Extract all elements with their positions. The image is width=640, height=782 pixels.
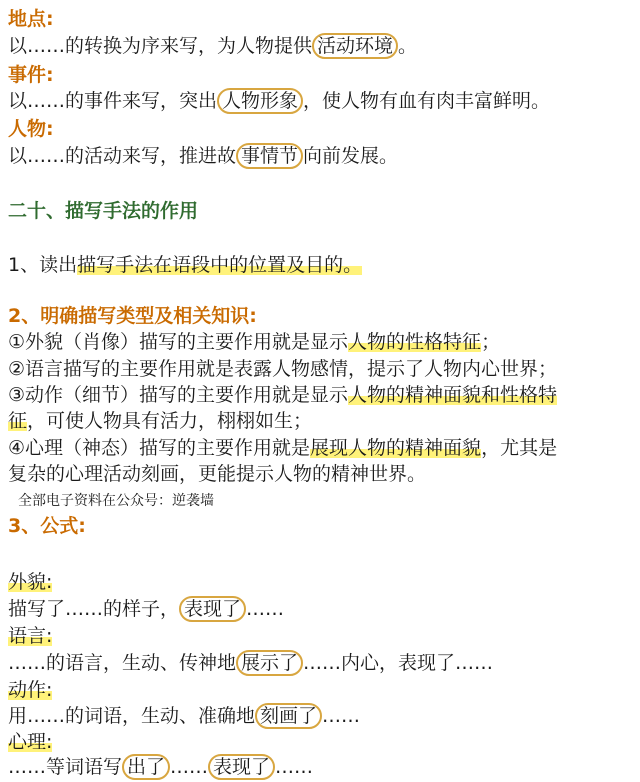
para-1 [8,329,500,355]
para-1-highlight: 人物的性格特征 [348,331,482,353]
place-text-a: 以……的转换为序来写，为人物提供 [8,35,313,57]
para-2: ②语言描写的主要作用就是表露人物感情，提示了人物内心世界； [8,358,558,380]
formula-action-label: 动作: [8,679,53,701]
formula-language [8,650,493,676]
formula-language-a: ……的语言，生动、传神地 [8,652,237,674]
formula-psychology-e: …… [275,756,314,778]
place-text [8,33,417,59]
formula-appearance-circled: 表现了 [179,596,246,622]
formula-psychology-circled-2: 表现了 [208,754,275,780]
para-3-highlight: 人物的精神面貌和性格特 [348,384,558,406]
para-5-highlight: 展现人物的精神面貌 [310,437,482,459]
formula-psychology-circled-1: 出了 [122,754,170,780]
item-2-heading: 2、明确描写类型及相关知识: [8,305,257,327]
person-text-c: 向前发展。 [303,145,399,167]
formula-appearance-heading [8,569,52,595]
item-1-a: 1、读出 [8,254,78,276]
formula-language-circled: 展示了 [236,650,303,676]
person-text-a: 以……的活动来写，推进故 [8,145,237,167]
para-1-a: ①外貌（肖像）描写的主要作用就是显示 [8,331,349,353]
para-5 [8,435,557,461]
item-1 [8,252,362,278]
formula-psychology [8,754,313,780]
place-heading: 地点: [8,8,54,30]
section-20-title: 二十、描写手法的作用 [8,200,199,222]
event-text [8,88,550,114]
formula-appearance [8,596,284,622]
formula-psychology-a: ……等词语写 [8,756,123,778]
formula-appearance-label: 外貌: [8,571,53,593]
event-text-c: ，使人物有血有肉丰富鲜明。 [303,90,551,112]
item-3-heading: 3、公式: [8,515,86,537]
para-5-c: ，尤其是 [481,437,558,459]
para-4 [8,408,312,434]
formula-psychology-heading [8,729,52,755]
formula-psychology-label: 心理: [8,731,53,753]
para-4-highlight: 征 [8,410,28,432]
formula-action-heading [8,677,52,703]
item-1-highlight: 描写手法在语段中的位置及目的。 [77,254,363,276]
para-6: 复杂的心理活动刻画，更能提示人物的精神世界。 [8,463,427,485]
para-1-c: ； [481,331,501,353]
formula-action-c: …… [322,705,361,727]
formula-action [8,703,360,729]
para-5-a: ④心理（神态）描写的主要作用就是 [8,437,311,459]
para-4-b: ，可使人物具有活力，栩栩如生； [27,410,313,432]
event-text-a: 以……的事件来写，突出 [8,90,218,112]
event-circled: 人物形象 [217,88,303,114]
source-note: 全部电子资料在公众号：逆袭墙 [18,493,214,509]
formula-psychology-c: …… [170,756,209,778]
formula-appearance-c: …… [246,598,285,620]
person-text [8,143,398,169]
person-heading: 人物: [8,118,54,140]
formula-action-a: 用……的词语，生动、准确地 [8,705,256,727]
formula-language-heading [8,623,52,649]
formula-action-circled: 刻画了 [255,703,322,729]
place-text-c: 。 [398,35,418,57]
place-circled: 活动环境 [312,33,398,59]
formula-language-label: 语言: [8,625,53,647]
event-heading: 事件: [8,64,54,86]
para-3-a: ③动作（细节）描写的主要作用就是显示 [8,384,349,406]
para-3 [8,382,557,408]
person-circled: 事情节 [236,143,303,169]
formula-appearance-a: 描写了……的样子， [8,598,180,620]
formula-language-c: ……内心，表现了…… [303,652,494,674]
